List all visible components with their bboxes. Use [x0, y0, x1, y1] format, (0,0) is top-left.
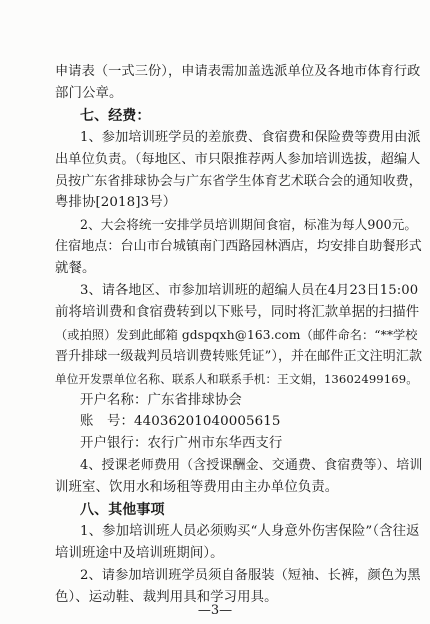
page-number: —3— — [197, 603, 233, 618]
account-bank: 开户银行：农行广州市东华西支行 — [80, 436, 283, 452]
text-line: 3、请各地区、市参加培训班的超编人员在4月23日15:00 — [80, 283, 419, 298]
text-line: 1、参加培训班人员必须购买“人身意外伤害保险”（含往返 — [80, 523, 420, 539]
text-line: 员按广东省排球协会与广东省学生体育艺术联合会的通知收费， — [55, 173, 422, 189]
text-line: 色）、运动鞋、裁判用具和学习用具。 — [55, 589, 278, 605]
text-line: （或拍照）发到此邮箱 gdspqxh@163.com（邮件命名：“**学校 — [55, 327, 418, 342]
text-line: 就餐。 — [55, 261, 96, 277]
text-line: 粤排协[2018]3号） — [55, 195, 177, 211]
account-name: 开户名称：广东省排球协会 — [80, 392, 242, 408]
account-number: 账 号：44036201040005615 — [80, 414, 281, 430]
text-line: 出单位负责。（每地区、市只限推荐两人参加培训选拔，超编人 — [55, 151, 421, 167]
text-line: 训班室、饮用水和场租等费用由主办单位负责。 — [55, 480, 339, 496]
text-line: 前将培训费和食宿费转到以下账号，同时将汇款单据的扫描件 — [55, 304, 420, 320]
text-line: 4、授课老师费用（含授课酬金、交通费、食宿费等）、培训 — [80, 458, 423, 474]
text-line: 2、大会将统一安排学员培训期间食宿，标准为每人900元。 — [80, 217, 418, 233]
section-heading-other: 八、其他事项 — [80, 502, 165, 518]
text-line: 单位开发票单位名称、联系人和联系手机：王文娟，13602499169。 — [55, 371, 418, 386]
text-line: 培训班途中及培训班期间）。 — [55, 545, 224, 561]
text-line: 申请表（一式三份），申请表需加盖选派单位及各地市体育行政 — [55, 64, 421, 79]
text-line: 住宿地点：台山市台城镇南门西路园林酒店，均安排自助餐形式 — [55, 239, 422, 255]
text-line: 部门公章。 — [55, 85, 123, 101]
text-line: 1、参加培训班学员的差旅费、食宿费和保险费等费用由派 — [80, 129, 421, 145]
text-line: 晋升排球一级裁判员培训费转账凭证”），并在邮件正文注明汇款 — [55, 348, 423, 364]
text-line: 2、请参加培训班学员须自备服装（短袖、长裤，颜色为黑 — [80, 567, 421, 583]
section-heading-funding: 七、经费： — [80, 107, 151, 124]
